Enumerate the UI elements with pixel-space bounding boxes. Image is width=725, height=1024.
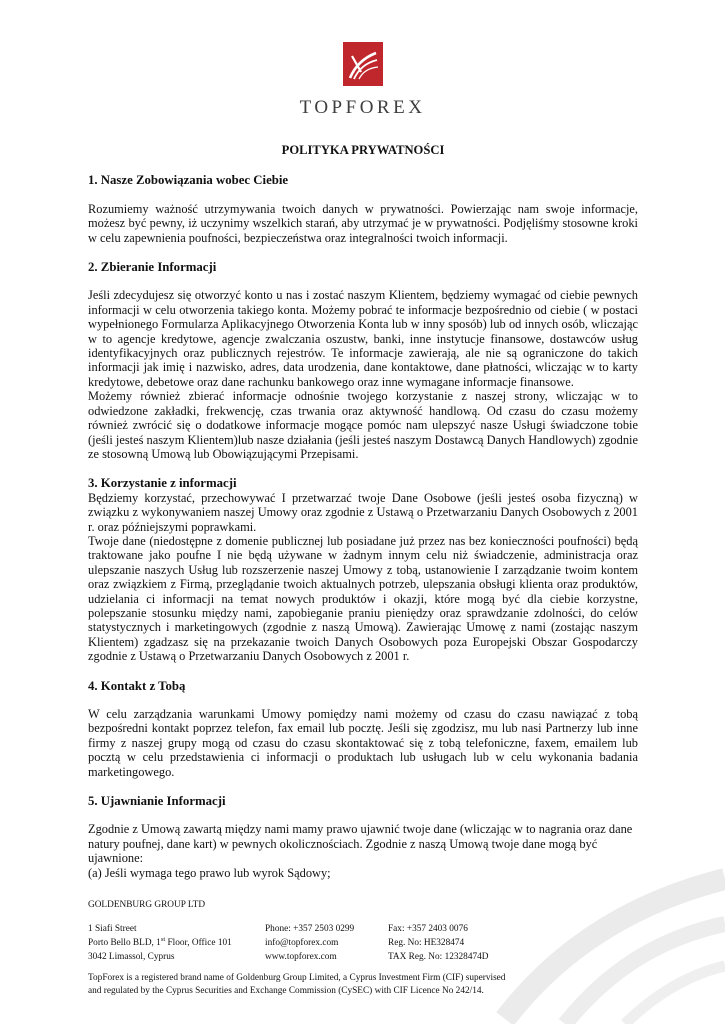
paragraph: Będziemy korzystać, przechowywać I przetwarzać twoje Dane Osobowe (jeśli jesteś osoba fizyczną) w związku z wykonywaniem naszej Umowy oraz zgodnie z Ustawą o Przetwarzaniu Danych Osobowych z 2001 r. oraz późniejszymi poprawkami. xyxy=(88,490,638,534)
legal-line: and regulated by the Cyprus Securities and Exchange Commission (CySEC) with CIF Licence No 242/14. xyxy=(88,986,484,996)
topforex-logo-icon xyxy=(343,42,383,86)
page-footer xyxy=(88,898,688,998)
footer-legal xyxy=(88,972,688,998)
paragraph: Twoje dane (niedostępne z domenie publicznej lub posiadane już przez nas bez konieczności poufności) będą traktowane jako poufne I nie będą używane w żadnym innym celu niż świadczenie, administracja oraz ulepszanie naszych Usług lub rozszerzenie naszej Umowy z tobą, ustanowienie I zarządzanie twoim kontem oraz związkiem z Firmą, przeglądanie twoich aktualnych potrzeb, ulepszania obsługi klienta oraz produktów, udzielania ci informacji na temat nowych produktów i okazji, które mogą być dla ciebie korzystne, polepszanie stosunku między nami, zapobieganie praniu pieniędzy oraz sprawdzanie zdolności, do celów statystycznych i marketingowych (zgodnie z naszą Umową). Zawierając Umowę z nami (zostając naszym Klientem) zgadzasz się na przekazanie twoich Danych Osobowych poza Europejski Obszar Gospodarczy zgodnie z Ustawą o Przetwarzaniu Danych Osobowych z 2001 r. xyxy=(88,533,638,664)
footer-reg-no: Reg. No: HE328474 xyxy=(388,938,465,948)
footer-company: GOLDENBURG GROUP LTD xyxy=(88,900,206,910)
footer-address xyxy=(88,922,265,964)
address-line: Porto Bello BLD, 1st Floor, Office 101 xyxy=(88,935,232,948)
footer-registry xyxy=(388,922,588,964)
footer-web-link[interactable]: www.topforex.com xyxy=(265,952,337,962)
paragraph: (a) Jeśli wymaga tego prawo lub wyrok Sądowy; xyxy=(88,865,331,880)
brand-logo xyxy=(0,42,725,119)
footer-phone: Phone: +357 2503 0299 xyxy=(265,924,355,934)
section-heading: 1. Nasze Zobowiązania wobec Ciebie xyxy=(88,173,289,188)
section-heading: 4. Kontakt z Tobą xyxy=(88,678,186,693)
address-line: 1 Siafi Street xyxy=(88,924,137,934)
document-body xyxy=(88,143,638,880)
paragraph: Możemy również zbierać informacje odnośnie twojego korzystanie z naszej strony, wliczając w to odwiedzone zakładki, frekwencję, czas trwania oraz aktywność handlową. Od czasu do czasu możemy również zwrócić się o dodatkowe informacje mogące pomóc nam ulepszyć nasze Usługi świadczone tobie (jeśli jesteś naszym Klientem)lub nasze działania (jeśli jesteś naszym Dostawcą Danych Handlowych) zgodnie ze stosowną Umową lub Obowiązującymi Przepisami. xyxy=(88,389,638,461)
page-title: POLITYKA PRYWATNOŚCI xyxy=(281,143,445,157)
footer-email-link[interactable]: info@topforex.com xyxy=(265,938,339,948)
paragraph: Rozumiemy ważność utrzymywania twoich danych w prywatności. Powierzając nam swoje informacje, możesz być pewny, iż uczynimy wszelkich starań, aby utrzymać je w prywatności. Podjęliśmy stosowne kroki w celu zapewnienia poufności, bezpieczeństwa oraz integralności twoich informacji. xyxy=(88,201,638,245)
brand-name: TOPFOREX xyxy=(299,97,426,118)
footer-fax: Fax: +357 2403 0076 xyxy=(388,924,468,934)
footer-contact xyxy=(265,922,388,964)
section-heading: 5. Ujawnianie Informacji xyxy=(88,794,226,809)
paragraph: W celu zarządzania warunkami Umowy pomiędzy nami możemy od czasu do czasu nawiązać z tobą bezpośredni kontakt poprzez telefon, fax email lub pocztę. Jeśli się zgodzisz, mu lub nasi Partnerzy lub inne firmy z naszej grupy mogą od czasu do czasu skontaktować się z tobą telefoniczne, faxem, emailem lub pocztą w celu przedstawienia ci informacji o produktach lub usługach lub w celu wykonania badania marketingowego. xyxy=(88,707,638,779)
address-line: 3042 Limassol, Cyprus xyxy=(88,952,175,962)
paragraph: Jeśli zdecydujesz się otworzyć konto u nas i zostać naszym Klientem, będziemy wymagać od ciebie pewnych informacji w celu otworzenia takiego konta. Możemy pobrać te informacje bezpośrednio od ciebie ( w postaci wypełnionego Formularza Aplikacyjnego Otworzenia Konta lub w inny sposób) lub od innych osób, wliczając w to agencje kredytowe, agencje zwalczania oszustw, banki, inne instytucje finansowe, dostawców usług identyfikacyjnych oraz publicznych rejestrów. Te informacje zawierają, ale nie są ograniczone do takich informacji jak imię i nazwisko, adres, data urodzenia, dane kontaktowe, dane płatności, wliczając w to karty kredytowe, debetowe oraz dane rachunku bankowego oraz inne wymagane informacje finansowe. xyxy=(88,288,638,389)
legal-line: TopForex is a registered brand name of Goldenburg Group Limited, a Cyprus Investment Firm (CIF) supervised xyxy=(88,973,506,983)
footer-tax-reg-no: TAX Reg. No: 12328474D xyxy=(388,952,489,962)
paragraph: Zgodnie z Umową zawartą między nami mamy prawo ujawnić twoje dane (wliczając w to nagrania oraz dane natury poufnej, dane kart) w pewnych okolicznościach. Zgodnie z naszą Umową twoje dane mogą być ujawnione: xyxy=(88,822,633,866)
section-heading: 3. Korzystanie z informacji xyxy=(88,476,237,491)
section-heading: 2. Zbieranie Informacji xyxy=(88,260,217,275)
